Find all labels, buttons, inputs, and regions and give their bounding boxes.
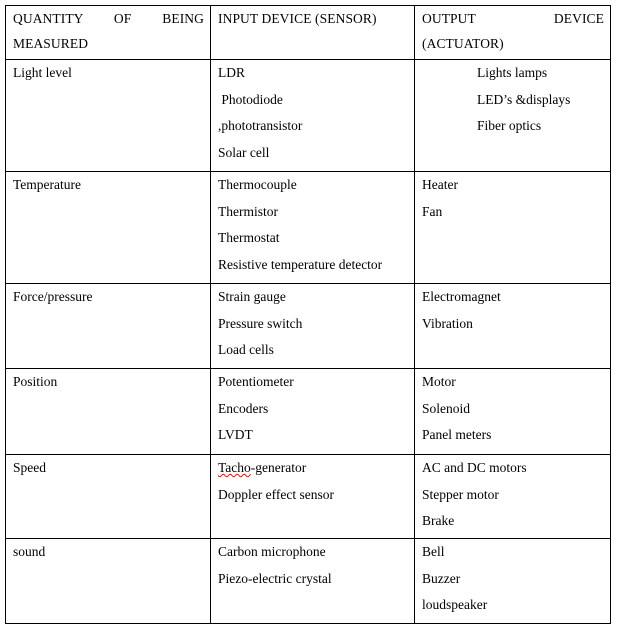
- cell-quantity-measured: Temperature: [6, 172, 211, 284]
- table-row: [6, 172, 611, 284]
- cell-line: Doppler effect sensor: [218, 486, 334, 502]
- cell-line-list: [218, 461, 408, 501]
- cell-line: Tacho-generator: [218, 460, 307, 475]
- cell-line-list: [218, 290, 408, 357]
- cell-quantity-measured: Force/pressure: [6, 284, 211, 369]
- sensors-actuators-table: [5, 5, 611, 624]
- cell-line: Piezo-electric crystal: [218, 570, 332, 586]
- header-line: MEASURED: [13, 35, 89, 51]
- cell-line-list: [422, 290, 604, 330]
- header-cell-input-device: [211, 6, 415, 60]
- cell-line: Thermistor: [218, 203, 278, 219]
- cell-output-devices: [415, 539, 611, 624]
- cell-line: Carbon microphone: [218, 544, 326, 559]
- table-header: [6, 6, 611, 60]
- table-row: [6, 539, 611, 624]
- cell-line: Resistive temperature detector: [218, 256, 383, 272]
- cell-line: Heater: [422, 177, 458, 192]
- cell-line-list: [218, 66, 408, 159]
- cell-line: Bell: [422, 544, 445, 559]
- cell-input-devices: [211, 369, 415, 455]
- cell-line: Thermostat: [218, 230, 280, 245]
- cell-line: Buzzer: [422, 570, 461, 586]
- header-line: (ACTUATOR): [422, 35, 504, 51]
- table-row: [6, 284, 611, 369]
- header-row: [6, 6, 611, 60]
- cell-line: Potentiometer: [218, 374, 294, 389]
- cell-line-list: [422, 66, 604, 133]
- table-row: [6, 369, 611, 455]
- cell-line: Fiber optics: [477, 118, 542, 133]
- cell-line: Strain gauge: [218, 289, 286, 304]
- cell-line: ,phototransistor: [218, 118, 303, 133]
- cell-line: LDR: [218, 65, 245, 80]
- cell-line: Encoders: [218, 400, 269, 416]
- cell-line: Vibration: [422, 315, 473, 331]
- header-line: OUTPUT DEVICE: [422, 11, 604, 26]
- cell-quantity-measured: sound: [6, 539, 211, 624]
- header-cell-output-device: [415, 6, 611, 60]
- cell-line: Photodiode: [218, 91, 283, 107]
- header-cell-quantity: [6, 6, 211, 60]
- cell-line-list: [422, 545, 604, 612]
- cell-line: LVDT: [218, 427, 253, 442]
- header-line: INPUT DEVICE (SENSOR): [218, 11, 377, 26]
- table-row: [6, 60, 611, 172]
- cell-output-devices: [415, 455, 611, 539]
- cell-input-devices: [211, 455, 415, 539]
- cell-line: Pressure switch: [218, 315, 303, 331]
- cell-line: AC and DC motors: [422, 460, 527, 475]
- cell-line: Stepper motor: [422, 486, 499, 502]
- cell-output-devices: [415, 284, 611, 369]
- cell-line: Lights lamps: [477, 65, 548, 80]
- cell-input-devices: [211, 60, 415, 172]
- cell-line: LED’s &displays: [477, 91, 571, 107]
- cell-input-devices: [211, 172, 415, 284]
- header-line: QUANTITY OF BEING: [13, 11, 204, 26]
- cell-output-devices: [415, 60, 611, 172]
- cell-line-list: [218, 178, 408, 271]
- cell-line: Solar cell: [218, 144, 270, 160]
- cell-line: loudspeaker: [422, 597, 488, 612]
- cell-line-list: [422, 461, 604, 528]
- cell-line-list: [422, 178, 604, 218]
- cell-line: Motor: [422, 374, 456, 389]
- cell-line: Load cells: [218, 342, 274, 357]
- cell-input-devices: [211, 539, 415, 624]
- cell-line: Thermocouple: [218, 177, 297, 192]
- cell-line-list: [422, 375, 604, 442]
- cell-quantity-measured: Speed: [6, 455, 211, 539]
- cell-line: Fan: [422, 203, 443, 219]
- cell-line-list: [218, 545, 408, 585]
- cell-output-devices: [415, 369, 611, 455]
- cell-line: Solenoid: [422, 400, 471, 416]
- spellcheck-underlined-word: Tacho: [218, 460, 251, 475]
- cell-input-devices: [211, 284, 415, 369]
- cell-line-list: [218, 375, 408, 442]
- cell-output-devices: [415, 172, 611, 284]
- cell-line: Brake: [422, 513, 455, 528]
- cell-quantity-measured: Light level: [6, 60, 211, 172]
- cell-line: Panel meters: [422, 427, 492, 442]
- cell-line: Electromagnet: [422, 289, 501, 304]
- table-body: [6, 60, 611, 624]
- cell-quantity-measured: Position: [6, 369, 211, 455]
- table-row: [6, 455, 611, 539]
